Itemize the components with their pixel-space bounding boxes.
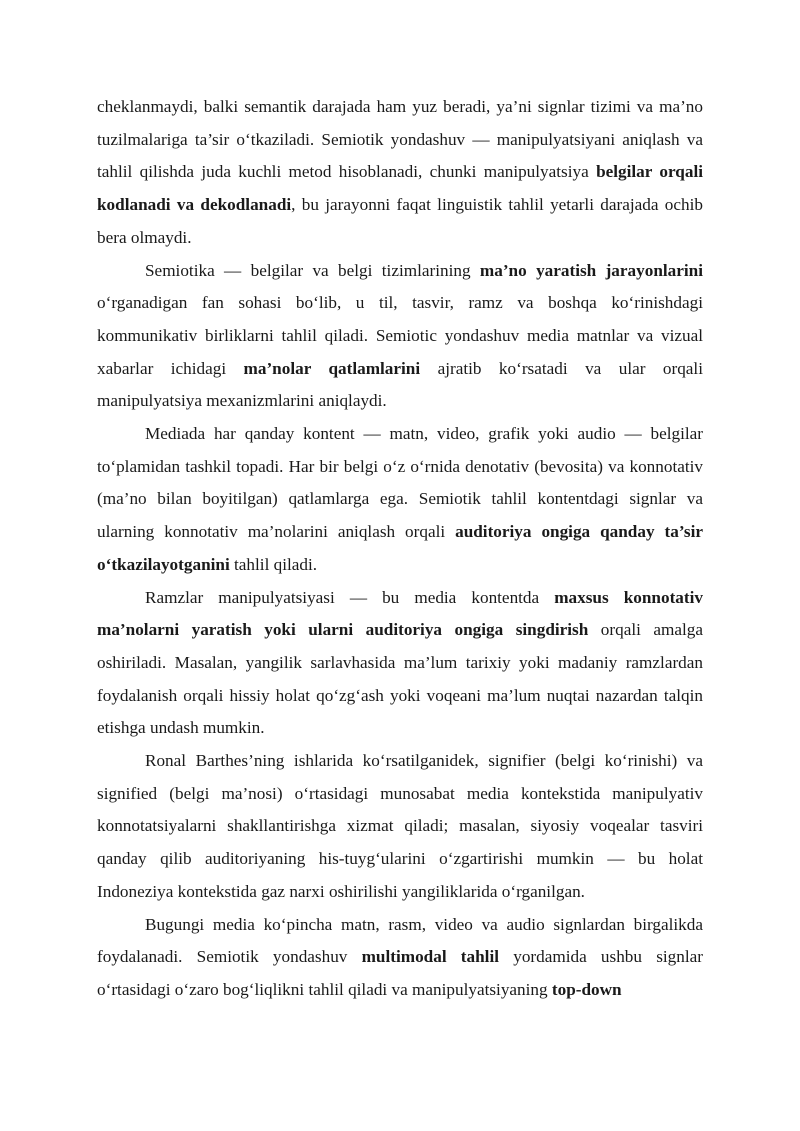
bold-text-segment: belgilar orqali kodlanadi va dekodlanadi bbox=[97, 162, 704, 215]
text-segment: Semiotika — belgilar va belgi tizimlarining bbox=[145, 260, 480, 280]
text-segment: , bu jarayonni faqat linguistik tahlil yetarli darajada ochib bera olmaydi. bbox=[97, 195, 703, 247]
bold-text-segment: ma’nolar qatlamlarini bbox=[243, 358, 421, 378]
text-segment: Mediada har qanday kontent — matn, video, grafik yoki audio — belgilar to‘plamidan tashkil topadi. Har bir belgi o‘z o‘rnida denotativ (bevosita) va konnotativ (ma’no bilan boyitilgan) qatlamlarga ega. Semiotik tahlil kontentdagi signlar va ularning konnotativ ma’nolarini aniqlash orqali bbox=[97, 424, 703, 542]
text-segment: Ramzlar manipulyatsiyasi — bu media kontentda bbox=[145, 587, 555, 607]
text-segment: Bugungi media ko‘pincha matn, rasm, video va audio signlardan birgalikda foydalanadi. Semiotik yondashuv bbox=[97, 914, 703, 967]
paragraph-5 bbox=[97, 745, 703, 909]
text-segment: orqali amalga oshiriladi. Masalan, yangilik sarlavhasida ma’lum tarixiy yoki madaniy ramzlardan foydalanish orqali hissiy holat qo‘zg‘ash yoki voqeani ma’lum nuqtai nazardan talqin etishga undash mumkin. bbox=[97, 620, 703, 738]
text-segment: tahlil qiladi. bbox=[229, 554, 318, 574]
bold-text-segment: ma’no yaratish jarayonlarini bbox=[479, 260, 703, 280]
paragraph-3 bbox=[97, 418, 703, 582]
text-segment: yordamida ushbu signlar o‘rtasidagi o‘zaro bog‘liqlikni tahlil qiladi va manipulyatsiyaning bbox=[97, 947, 703, 999]
paragraph-4 bbox=[97, 582, 703, 746]
text-segment: Ronal Barthes’ning ishlarida ko‘rsatilganidek, signifier (belgi ko‘rinishi) va signified (belgi ma’nosi) o‘rtasidagi munosabat media kontekstida manipulyativ konnotatsiyalarni shakllantirishga xizmat qiladi; masalan, siyosiy voqealar tasviri qanday qilib auditoriyaning his-tuyg‘ularini o‘zgartirishi mumkin — bu holat Indoneziya kontekstida gaz narxi oshirilishi yangiliklarida o‘rganilgan. bbox=[97, 751, 703, 901]
text-segment: ajratib ko‘rsatadi va ular orqali manipulyatsiya mexanizmlarini aniqlaydi. bbox=[97, 358, 703, 411]
text-segment: o‘rganadigan fan sohasi bo‘lib, u til, tasvir, ramz va boshqa ko‘rinishdagi kommunikativ birliklarni tahlil qiladi. Semiotic yondashuv media matnlar va vizual xabarlar ichidagi bbox=[97, 293, 703, 378]
text-segment: cheklanmaydi, balki semantik darajada ham yuz beradi, ya’ni signlar tizimi va ma’no tuzilmalariga ta’sir o‘tkaziladi. Semiotik yondashuv — manipulyatsiyani aniqlash va tahlil qilishda juda kuchli metod hisoblanadi, chunki manipulyatsiya bbox=[97, 97, 703, 182]
bold-text-segment: maxsus konnotativ ma’nolarni yaratish yoki ularni auditoriya ongiga singdirish bbox=[97, 587, 703, 640]
bold-text-segment: auditoriya ongiga qanday ta’sir o‘tkazilayotganini bbox=[97, 522, 703, 574]
bold-text-segment: multimodal tahlil bbox=[361, 947, 500, 967]
paragraph-2 bbox=[97, 255, 703, 419]
paragraph-1 bbox=[97, 91, 703, 255]
paragraph-6 bbox=[97, 909, 703, 1007]
bold-text-segment: top-down bbox=[551, 979, 622, 999]
